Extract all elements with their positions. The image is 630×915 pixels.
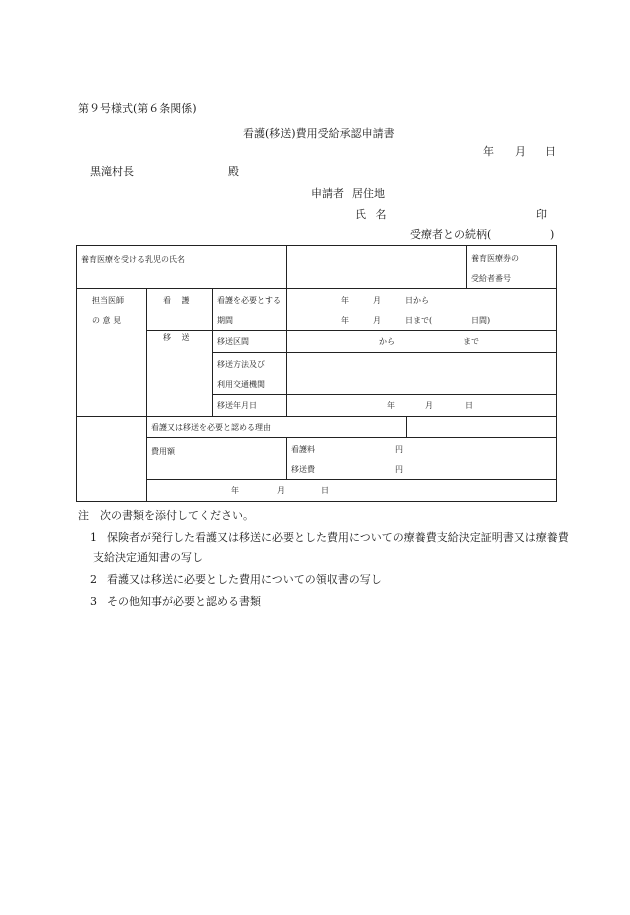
bottom-date-field[interactable]: [147, 480, 557, 502]
note-1-number: 1: [90, 531, 97, 544]
left-blank-cell: [77, 417, 147, 502]
transport-fee-unit: 円: [395, 465, 404, 474]
section-label: 移送区間: [213, 331, 287, 353]
nursing-period-line1: 看護を必要とする: [217, 296, 281, 305]
certificate-label-line2: 受給者番号: [471, 274, 512, 283]
addressee-honorific: 殿: [228, 165, 239, 178]
period-from-year: 年: [341, 296, 350, 305]
section-from: から: [379, 337, 396, 346]
bottom-date-year: 年: [231, 486, 239, 495]
method-line2: 利用交通機関: [217, 380, 265, 389]
method-field[interactable]: [287, 353, 557, 395]
form-number: 第９号様式(第６条関係): [78, 102, 197, 115]
name-label: 氏 名: [355, 208, 390, 221]
method-line1: 移送方法及び: [217, 360, 265, 369]
nursing-label-text: 看 護: [163, 296, 194, 305]
addressee-name: 黒滝村長: [90, 165, 134, 178]
relation-close: ): [550, 228, 555, 241]
method-label: [213, 353, 287, 395]
bottom-date-month: 月: [277, 486, 285, 495]
document-title: 看護(移送)費用受給承認申請書: [243, 127, 395, 140]
transport-fee-label: 移送費: [291, 465, 316, 474]
nursing-period-field[interactable]: [287, 289, 557, 331]
cost-field[interactable]: [287, 438, 557, 480]
note-3-number: 3: [90, 595, 97, 608]
period-from-month: 月: [373, 296, 382, 305]
bottom-date-day: 日: [321, 486, 329, 495]
doctor-label-line1: 担当医師: [92, 296, 124, 305]
cost-label: 費用額: [147, 438, 287, 480]
reason-label: 看護又は移送を必要と認める理由: [147, 417, 407, 438]
reason-field[interactable]: [407, 417, 557, 438]
relation-label: 受療者との続柄(: [410, 228, 492, 241]
infant-name-field[interactable]: [287, 246, 467, 289]
nursing-period-label: [213, 289, 287, 331]
transport-date-field[interactable]: [287, 395, 557, 417]
note-2-number: 2: [90, 573, 97, 586]
transport-date-label: 移送年月日: [213, 395, 287, 417]
period-to-day: 日まで(: [405, 316, 433, 325]
section-to: まで: [463, 337, 480, 346]
doctor-opinion-label: [77, 289, 147, 417]
application-table: [76, 245, 557, 502]
certificate-label-line1: 養育医療券の: [471, 254, 520, 263]
notes-heading: 注 次の書類を添付してください。: [78, 509, 254, 522]
certificate-number-field[interactable]: [467, 246, 557, 289]
nursing-fee-unit: 円: [395, 445, 404, 454]
address-label: 居住地: [352, 187, 385, 200]
nursing-period-line2: 期間: [217, 316, 233, 325]
doctor-label-line2: の 意 見: [92, 316, 122, 325]
header-date-month: 月: [515, 145, 526, 158]
transport-label-text: 移 送: [163, 333, 194, 342]
header-date-day: 日: [545, 145, 556, 158]
transport-label: [147, 331, 213, 417]
period-to-year: 年: [341, 316, 350, 325]
seal-mark: 印: [536, 208, 547, 221]
period-to-month: 月: [373, 316, 382, 325]
nursing-fee-label: 看護料: [291, 445, 316, 454]
period-from-day: 日から: [405, 296, 430, 305]
note-2-text: 看護又は移送に必要とした費用についての領収書の写し: [107, 573, 382, 586]
transport-date-year: 年: [387, 401, 396, 410]
note-1-text: 保険者が発行した看護又は移送に必要とした費用についての療養費支給決定証明書又は療養費: [107, 531, 569, 544]
transport-date-day: 日: [465, 401, 474, 410]
nursing-label: [147, 289, 213, 331]
transport-date-month: 月: [425, 401, 434, 410]
header-date-year: 年: [483, 145, 494, 158]
period-days: 日間): [471, 316, 491, 325]
applicant-label: 申請者: [311, 187, 344, 200]
infant-name-label: 養育医療を受ける乳児の氏名: [77, 246, 287, 289]
note-3-text: その他知事が必要と認める書類: [107, 595, 261, 608]
section-field[interactable]: [287, 331, 557, 353]
note-1-continuation: 支給決定通知書の写し: [93, 551, 203, 564]
